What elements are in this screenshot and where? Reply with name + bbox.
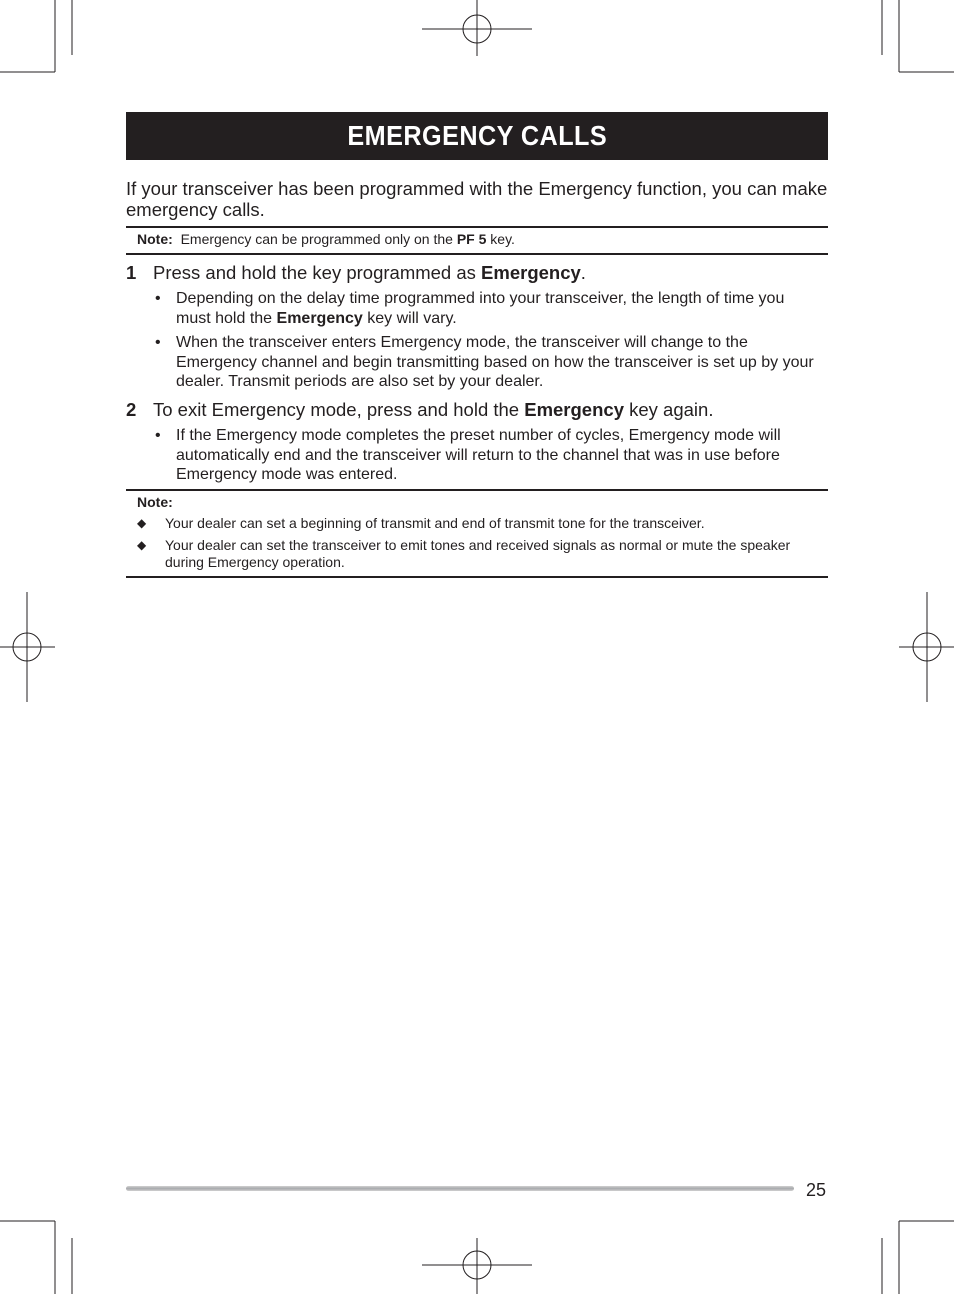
diamond-bullet-icon: ◆ (137, 516, 147, 530)
bullet-text: If the Emergency mode completes the preset number of cycles, Emergency mode will automatically end and the transceiver will return to the channel that was in use before Emergency mode was entered. (176, 427, 781, 483)
bullet-text: When the transceiver enters Emergency mode, the transceiver will change to the Emergency channel and begin transmitting based on how the transceiver is set up by your dealer. Transmit periods are also set by your dealer. (176, 334, 814, 390)
section-title-banner (126, 112, 828, 160)
page-number: 25 (806, 1180, 827, 1200)
list-item (155, 289, 820, 328)
step-text: To exit Emergency mode, press and hold the (153, 399, 520, 420)
footer-bar (126, 1186, 794, 1191)
bullet-text-end: key will vary. (367, 309, 457, 327)
divider (126, 489, 828, 491)
note-key: PF 5 (456, 231, 487, 247)
step-number: 1 (126, 262, 137, 283)
list-item (137, 515, 817, 532)
note-label: Note: (137, 231, 173, 247)
bullet-key-name: Emergency (276, 309, 363, 327)
list-item (155, 426, 820, 485)
divider (126, 576, 828, 578)
step-text-end: . (580, 262, 586, 283)
note-label: Note: (137, 494, 173, 510)
note-text-end: key. (490, 231, 515, 247)
note-emergency-key (137, 231, 515, 247)
bullet-dot: • (155, 427, 161, 444)
divider (126, 253, 828, 255)
note-item-text: Your dealer can set a beginning of transmit and end of transmit tone for the transceiver. (165, 515, 705, 531)
step-key-name: Emergency (524, 399, 624, 420)
step-2 (126, 399, 713, 421)
list-item (137, 537, 817, 570)
step-text: Press and hold the key programmed as (153, 262, 476, 283)
bullet-text: Depending on the delay time programmed into your transceiver, the length of time you must hold the (176, 290, 785, 327)
list-item (155, 333, 820, 392)
page-title: EMERGENCY CALLS (347, 120, 607, 151)
diamond-bullet-icon: ◆ (137, 538, 147, 552)
intro-paragraph: If your transceiver has been programmed with the Emergency function, you can make emergency calls. (126, 178, 828, 220)
bullet-dot: • (155, 334, 161, 351)
bullet-dot: • (155, 290, 161, 307)
step-1 (126, 262, 586, 284)
note-text: Emergency can be programmed only on the (180, 231, 453, 247)
note-item-text: Your dealer can set the transceiver to emit tones and received signals as normal or mute the speaker during Emergency operation. (165, 537, 791, 570)
step-number: 2 (126, 399, 137, 420)
step-text-end: key again. (629, 399, 714, 420)
step-key-name: Emergency (481, 262, 581, 283)
divider (126, 226, 828, 228)
